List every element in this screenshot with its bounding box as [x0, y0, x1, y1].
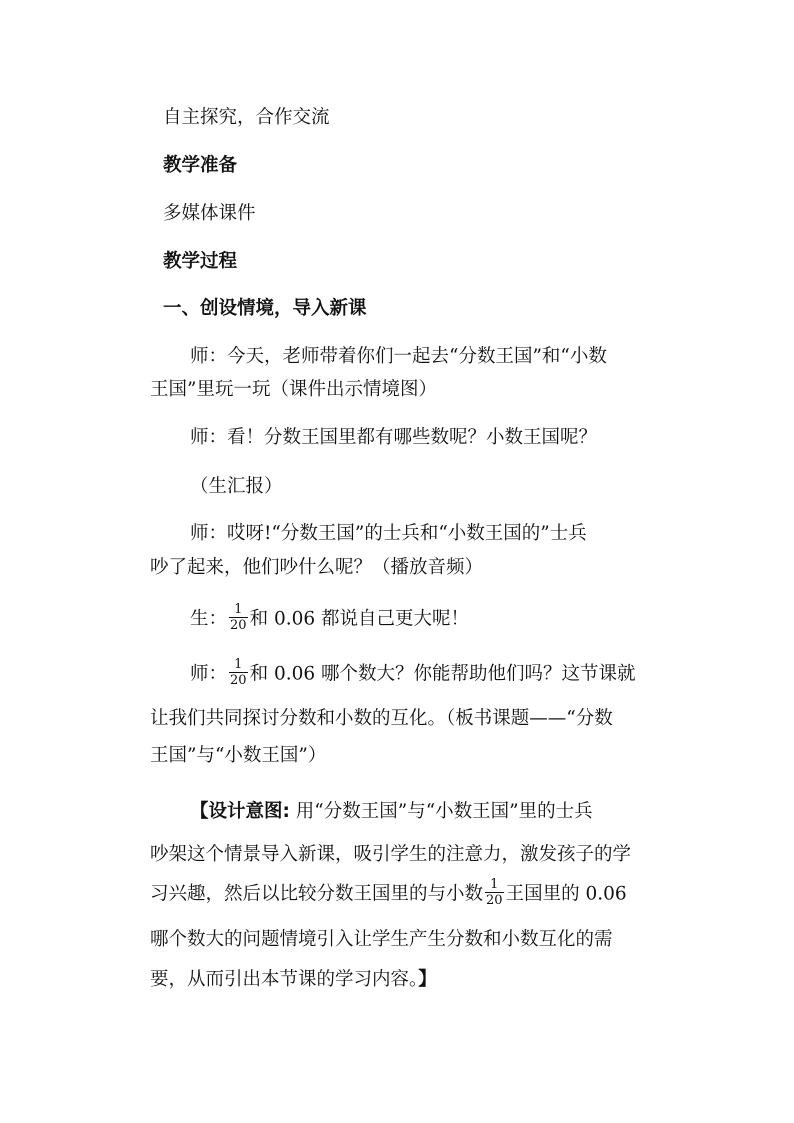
paragraph-line: 师：哎呀!“分数王国”的士兵和“小数王国的”士兵	[190, 523, 587, 544]
paragraph-line	[190, 800, 593, 824]
line-text: 和 0.06 都说自己更大呢！	[249, 608, 470, 630]
paragraph-line: 让我们共同探讨分数和小数的互化。（板书课题——“分数	[150, 708, 613, 729]
line-text: 要，从而引出本节课的学习内容。	[150, 969, 419, 990]
line-text: 和 0.06 哪个数大？你能帮助他们吗？这节课就	[249, 663, 636, 685]
heading-teaching-preparation: 教学准备	[163, 155, 238, 176]
fraction-one-twentieth: $\frac{1}{20}$	[230, 602, 247, 633]
paragraph-line	[190, 657, 636, 689]
fraction-one-twentieth: $\frac{1}{20}$	[230, 657, 247, 688]
paragraph-line	[190, 602, 470, 634]
paragraph-line	[150, 968, 437, 992]
line-text: 习兴趣，然后以比较分数王国里的与小数	[150, 883, 484, 905]
preparation-text: 多媒体课件	[163, 203, 256, 224]
paragraph-line	[150, 877, 627, 909]
paragraph-line: （生汇报）	[190, 476, 283, 497]
paragraph-line: 哪个数大的问题情境引入让学生产生分数和小数互化的需	[150, 929, 613, 950]
section-heading-1: 一、创设情境，导入新课	[163, 298, 367, 319]
speaker-label: 生：	[190, 608, 228, 630]
paragraph-line: 师：看！分数王国里都有哪些数呢？小数王国呢？	[190, 427, 598, 448]
paragraph-line: 师：今天，老师带着你们一起去“分数王国”和“小数	[190, 346, 607, 367]
paragraph-line: 吵架这个情景导入新课，吸引学生的注意力，激发孩子的学	[150, 844, 632, 865]
closing-bracket: 】	[418, 969, 437, 990]
paragraph-line: 王国”与“小数王国”）	[150, 745, 327, 766]
speaker-label: 师：	[190, 663, 228, 685]
line-text: 王国里的 0.06	[505, 883, 627, 905]
paragraph-line: 王国”里玩一玩（课件出示情境图）	[150, 379, 437, 400]
heading-teaching-process: 教学过程	[163, 251, 238, 272]
line-text: 用“分数王国”与“小数王国”里的士兵	[289, 801, 593, 822]
method-text: 自主探究，合作交流	[163, 107, 330, 128]
design-intent-label: 【设计意图:	[190, 801, 290, 822]
fraction-one-twentieth: $\frac{1}{20}$	[486, 877, 503, 908]
paragraph-line: 吵了起来，他们吵什么呢？（播放音频）	[150, 557, 484, 578]
